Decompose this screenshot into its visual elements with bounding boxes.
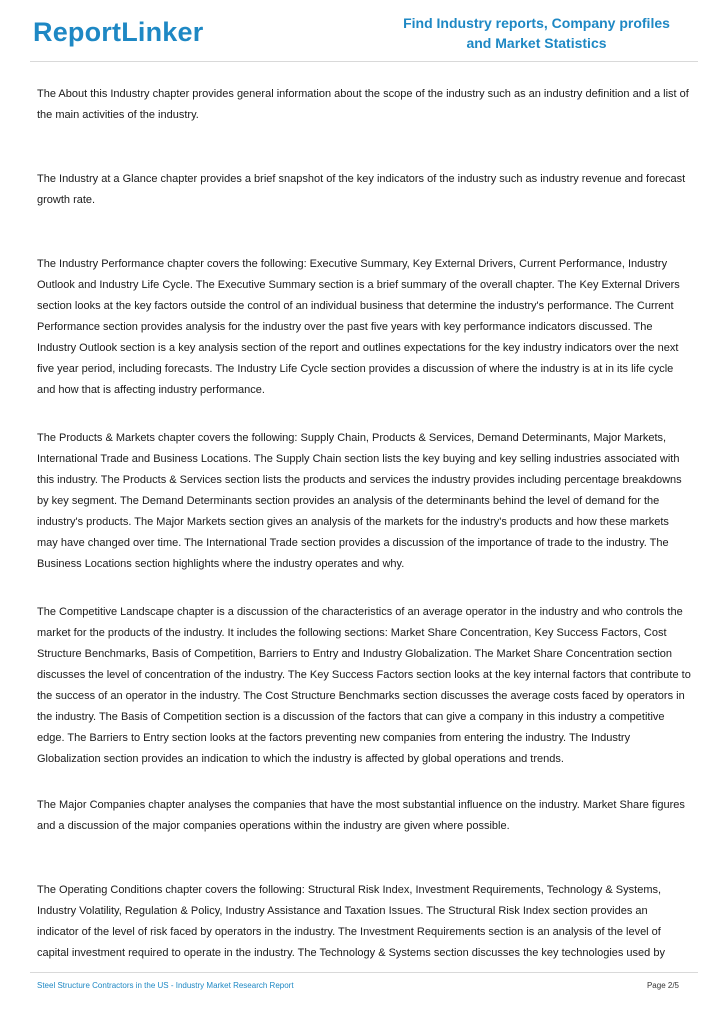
page-number: Page 2/5: [646, 981, 679, 990]
paragraph-industry-at-a-glance: The Industry at a Glance chapter provides a brief snapshot of the key indicators of the industry such as industry revenue and forecast growth rate.: [37, 173, 686, 206]
paragraph-industry-performance: The Industry Performance chapter covers the following: Executive Summary, Key External Drivers, Current Performance, Industry Outlook and Industry Life Cycle. The Executive Summary section is a brief summary of the overall chapter. The Key External Drivers section looks at the key factors outside the control of an individual business that determine the industry's performance. The Current Performance section provides analysis for the industry over the past five years with key performance indicators discussed. The Industry Outlook section is a key analysis section of the report and outlines expectations for the key industry indicators over the next five year period, including forecasts. The Industry Life Cycle section provides a discussion of where the industry is at in its life cycle and how that is affecting industry performance.: [37, 258, 680, 396]
tagline-line-2: and Market Statistics: [466, 35, 607, 51]
header-divider: [30, 61, 698, 62]
paragraph-about-industry: The About this Industry chapter provides general information about the scope of the industry such as an industry definition and a list of the main activities of the industry.: [37, 88, 689, 121]
paragraph-major-companies: The Major Companies chapter analyses the companies that have the most substantial influence on the industry. Market Share figures and a discussion of the major companies operations within the industry are given where possible.: [37, 799, 685, 832]
header-tagline: [385, 13, 688, 53]
paragraph-products-markets: The Products & Markets chapter covers the following: Supply Chain, Products & Services, Demand Determinants, Major Markets, International Trade and Business Locations. The Supply Chain section lists the key buying and key selling industries associated with this industry. The Products & Services section lists the products and services the industry provides including percentage breakdowns by key segment. The Demand Determinants section provides an analysis of the determinants behind the level of demand for the industry's products. The Major Markets section gives an analysis of the markets for the industry's products and how these markets may have changed over time. The International Trade section provides a discussion of the importance of trade to the industry. The Business Locations section highlights where the industry operates and why.: [37, 432, 682, 570]
footer-divider: [30, 972, 698, 973]
page-header: [0, 0, 728, 60]
paragraph-operating-conditions: The Operating Conditions chapter covers the following: Structural Risk Index, Investment Requirements, Technology & Systems, Industry Volatility, Regulation & Policy, Industry Assistance and Taxation Issues. The Structural Risk Index section provides an indicator of the level of risk faced by operators in the industry. The Investment Requirements section is an analysis of the level of capital investment required to operate in the industry. The Technology & Systems section discusses the key technologies used by: [37, 884, 665, 959]
paragraph-competitive-landscape: The Competitive Landscape chapter is a discussion of the characteristics of an average operator in the industry and who controls the market for the products of the industry. It includes the following sections: Market Share Concentration, Key Success Factors, Cost Structure Benchmarks, Basis of Competition, Barriers to Entry and Industry Globalization. The Market Share Concentration section discusses the level of concentration of the industry. The Key Success Factors section looks at the key internal factors that contribute to the success of an operator in the industry. The Cost Structure Benchmarks section discusses the average costs faced by operators in the industry. The Basis of Competition section is a discussion of the factors that can give a company in this industry a competitive edge. The Barriers to Entry section looks at the factors preventing new companies from entering the industry. The Industry Globalization section provides an indication to which the industry is affected by global operations and trends.: [37, 606, 691, 765]
report-title-link[interactable]: Steel Structure Contractors in the US - Industry Market Research Report: [37, 981, 294, 990]
reportlinker-logo[interactable]: ReportLinker: [33, 17, 204, 47]
tagline-line-1: Find Industry reports, Company profiles: [403, 15, 670, 31]
